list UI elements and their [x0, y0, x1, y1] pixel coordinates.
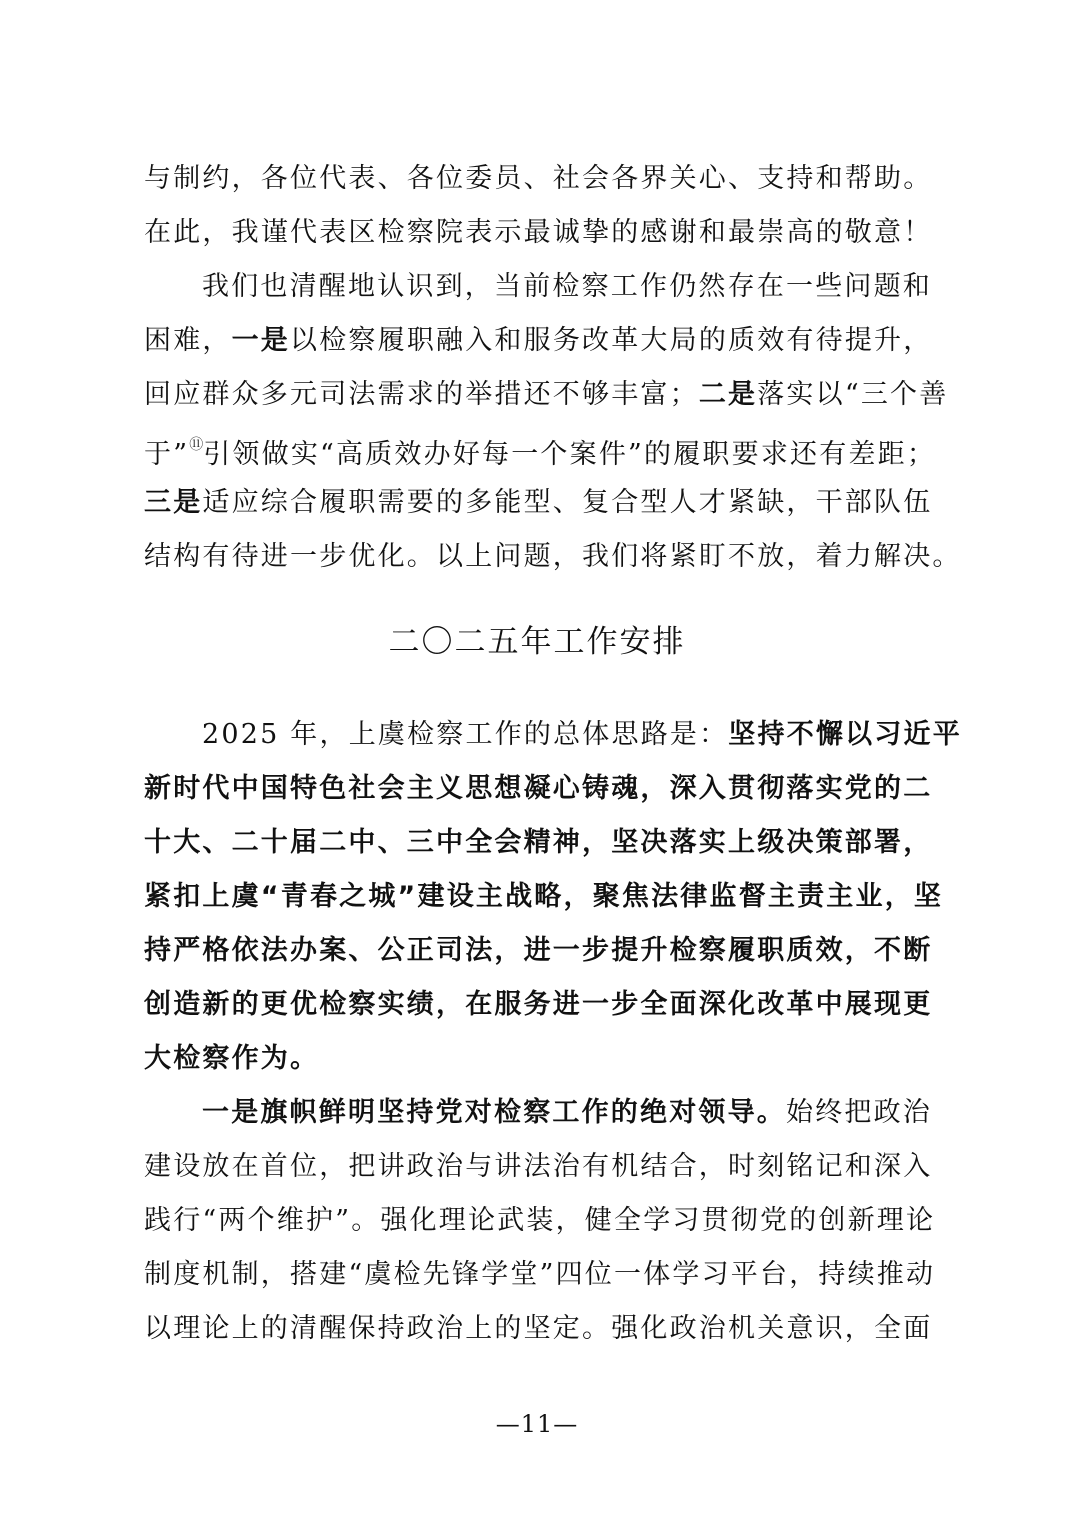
text-line: 在此，我谨代表区检察院表示最诚挚的感谢和最崇高的敬意！: [144, 217, 933, 248]
text-line: 以理论上的清醒保持政治上的坚定。强化政治机关意识，全面: [144, 1313, 933, 1344]
point-marker-two: 二是: [698, 379, 758, 410]
text-line: [144, 368, 949, 422]
text-line: 持严格依法办案、公正司法，进一步提升检察履职质效，不断: [144, 935, 933, 966]
text-line: [144, 1086, 934, 1140]
section-heading: 二〇二五年工作安排: [388, 624, 686, 660]
text-line: 践行“两个维护”。强化理论武装，健全学习贯彻党的创新理论: [144, 1205, 936, 1236]
paragraph-problems: [144, 260, 962, 584]
paragraph-general-approach: [144, 708, 962, 1086]
text-run-bold: 坚持不懈以习近平: [728, 719, 962, 750]
text-line: 结构有待进一步优化。以上问题，我们将紧盯不放，着力解决。: [144, 541, 962, 572]
text-line: 大检察作为。: [144, 1043, 320, 1074]
text-run: 落实以“三个善: [757, 379, 949, 410]
text-run: 引领做实“高质效办好每一个案件”的履职要求还有差距；: [203, 439, 937, 470]
text-run: 于”: [144, 439, 190, 470]
paragraph-acknowledgement: [144, 152, 934, 260]
text-line: 与制约，各位代表、各位委员、社会各界关心、支持和帮助。: [144, 163, 933, 194]
text-line: 创造新的更优检察实绩，在服务进一步全面深化改革中展现更: [144, 989, 933, 1020]
text-line: [144, 422, 937, 476]
text-line: 十大、二十届二中、三中全会精神，坚决落实上级决策部署，: [144, 827, 933, 858]
text-run-bold: 一是旗帜鲜明坚持党对检察工作的绝对领导。: [202, 1097, 786, 1128]
text-line: 制度机制，搭建“虞检先锋学堂”四位一体学习平台，持续推动: [144, 1259, 936, 1290]
point-marker-one: 一是: [231, 325, 291, 356]
text-run: 以检察履职融入和服务改革大局的质效有待提升，: [290, 325, 933, 356]
text-run: 始终把政治: [786, 1097, 932, 1128]
text-run: 适应综合履职需要的多能型、复合型人才紧缺，干部队伍: [202, 487, 933, 518]
text-line: 紧扣上虞“青春之城”建设主战略，聚焦法律监督主责主业，坚: [144, 881, 944, 912]
text-run: 2025 年，上虞检察工作的总体思路是：: [202, 719, 729, 750]
text-line: 我们也清醒地认识到，当前检察工作仍然存在一些问题和: [202, 271, 932, 302]
text-line: [144, 476, 934, 530]
page-number: —11—: [495, 1410, 579, 1438]
text-run: 回应群众多元司法需求的举措还不够丰富；: [144, 379, 699, 410]
text-line: [144, 314, 934, 368]
paragraph-party-leadership: [144, 1086, 934, 1356]
footnote-marker[interactable]: ⑪: [189, 437, 204, 453]
text-line: 建设放在首位，把讲政治与讲法治有机结合，时刻铭记和深入: [144, 1151, 933, 1182]
text-line: 新时代中国特色社会主义思想凝心铸魂，深入贯彻落实党的二: [144, 773, 933, 804]
text-run: 困难，: [144, 325, 232, 356]
point-marker-three: 三是: [144, 487, 203, 518]
text-line: [144, 708, 962, 762]
